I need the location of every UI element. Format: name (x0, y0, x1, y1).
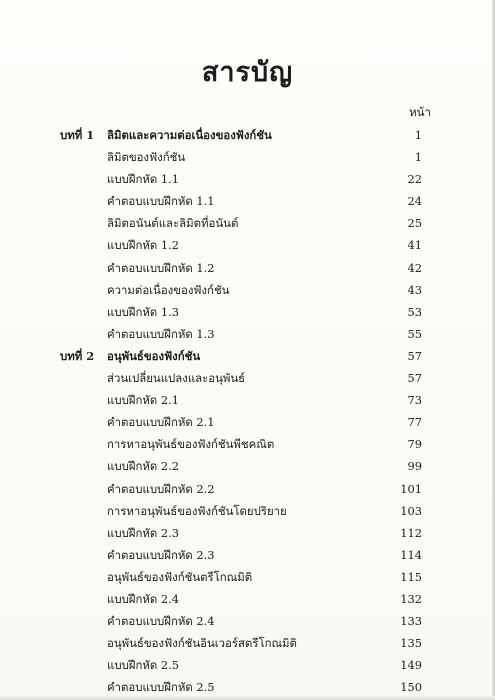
entry-title: คำตอบแบบฝึกหัด 2.5 (107, 680, 215, 695)
page-number: 57 (407, 348, 422, 363)
page-number: 1 (414, 128, 422, 142)
table-of-contents (0, 124, 495, 698)
page-number: 25 (407, 216, 422, 231)
entry-title: คำตอบแบบฝึกหัด 1.1 (107, 194, 215, 209)
toc-entry[interactable] (0, 632, 495, 654)
entry-title: แบบฝึกหัด 1.2 (107, 238, 180, 253)
entry-title: แบบฝึกหัด 2.5 (107, 658, 180, 673)
entry-title: ส่วนเปลี่ยนแปลงและอนุพันธ์ (107, 371, 246, 386)
toc-entry[interactable] (0, 455, 495, 477)
toc-entry[interactable] (0, 257, 495, 279)
page-number: 115 (400, 569, 422, 584)
page-number: 41 (407, 238, 422, 253)
toc-entry[interactable] (0, 566, 495, 588)
toc-entry[interactable] (0, 433, 495, 455)
entry-title: แบบฝึกหัด 1.3 (107, 304, 180, 319)
page-number: 22 (407, 172, 422, 187)
page-number: 1 (414, 150, 422, 165)
page-number: 149 (400, 658, 422, 673)
toc-entry[interactable] (0, 367, 495, 389)
entry-title: คำตอบแบบฝึกหัด 2.2 (107, 481, 215, 496)
entry-title: คำตอบแบบฝึกหัด 1.3 (107, 326, 215, 341)
entry-title: อนุพันธ์ของฟังก์ชันอินเวอร์สตรีโกณมิติ (107, 636, 297, 651)
page-number: 73 (407, 393, 422, 408)
entry-title: คำตอบแบบฝึกหัด 2.4 (107, 614, 215, 629)
page-title: สารบัญ (201, 57, 294, 88)
toc-chapter-row[interactable] (0, 124, 495, 146)
page-number: 101 (400, 481, 422, 496)
entry-title: แบบฝึกหัด 2.4 (107, 591, 180, 606)
page-number: 42 (407, 260, 422, 275)
page-number: 57 (407, 371, 422, 386)
toc-entry[interactable] (0, 610, 495, 632)
page-number: 24 (407, 194, 422, 209)
chapter-number: บทที่ 1 (60, 128, 95, 142)
entry-title: แบบฝึกหัด 2.2 (107, 459, 180, 474)
toc-entry[interactable] (0, 478, 495, 500)
toc-entry[interactable] (0, 588, 495, 610)
toc-entry[interactable] (0, 676, 495, 698)
entry-title: อนุพันธ์ของฟังก์ชันตรีโกณมิติ (107, 569, 253, 584)
toc-entry[interactable] (0, 212, 495, 234)
toc-entry[interactable] (0, 544, 495, 566)
page-number: 150 (400, 680, 422, 695)
page-number: 99 (407, 459, 422, 474)
toc-entry[interactable] (0, 234, 495, 256)
entry-title: แบบฝึกหัด 2.3 (107, 525, 180, 540)
entry-title: คำตอบแบบฝึกหัด 1.2 (107, 260, 215, 275)
page-number: 133 (400, 614, 422, 629)
page-number: 103 (400, 503, 422, 518)
toc-entry[interactable] (0, 654, 495, 676)
page-number: 53 (407, 304, 422, 319)
page-number: 77 (407, 415, 422, 430)
page-number: 55 (407, 326, 422, 341)
entry-title: ลิมิตของฟังก์ชัน (107, 150, 186, 165)
entry-title: คำตอบแบบฝึกหัด 2.1 (107, 415, 215, 430)
toc-entry[interactable] (0, 411, 495, 433)
entry-title: การหาอนุพันธ์ของฟังก์ชันพีชคณิต (107, 437, 275, 452)
page-number: 112 (400, 525, 422, 540)
toc-entry[interactable] (0, 168, 495, 190)
entry-title: ความต่อเนื่องของฟังก์ชัน (107, 282, 230, 297)
toc-chapter-row[interactable] (0, 345, 495, 367)
page-number: 132 (400, 591, 422, 606)
entry-title: คำตอบแบบฝึกหัด 2.3 (107, 547, 215, 562)
toc-entry[interactable] (0, 323, 495, 345)
chapter-title: ลิมิตและความต่อเนื่องของฟังก์ชัน (107, 128, 272, 142)
chapter-number: บทที่ 2 (60, 348, 95, 363)
chapter-title: อนุพันธ์ของฟังก์ชัน (107, 348, 201, 363)
toc-entry[interactable] (0, 279, 495, 301)
toc-entry[interactable] (0, 190, 495, 212)
page-column-header: หน้า (409, 105, 431, 119)
page-number: 135 (400, 636, 422, 651)
entry-title: การหาอนุพันธ์ของฟังก์ชันโดยปริยาย (107, 503, 287, 518)
page-number: 114 (400, 547, 422, 562)
toc-entry[interactable] (0, 389, 495, 411)
entry-title: ลิมิตอนันต์และลิมิตที่อนันต์ (107, 216, 239, 231)
toc-entry[interactable] (0, 500, 495, 522)
page-number: 79 (407, 437, 422, 452)
entry-title: แบบฝึกหัด 1.1 (107, 172, 180, 187)
entry-title: แบบฝึกหัด 2.1 (107, 393, 180, 408)
toc-entry[interactable] (0, 146, 495, 168)
page-number: 43 (407, 282, 422, 297)
toc-entry[interactable] (0, 522, 495, 544)
toc-entry[interactable] (0, 301, 495, 323)
